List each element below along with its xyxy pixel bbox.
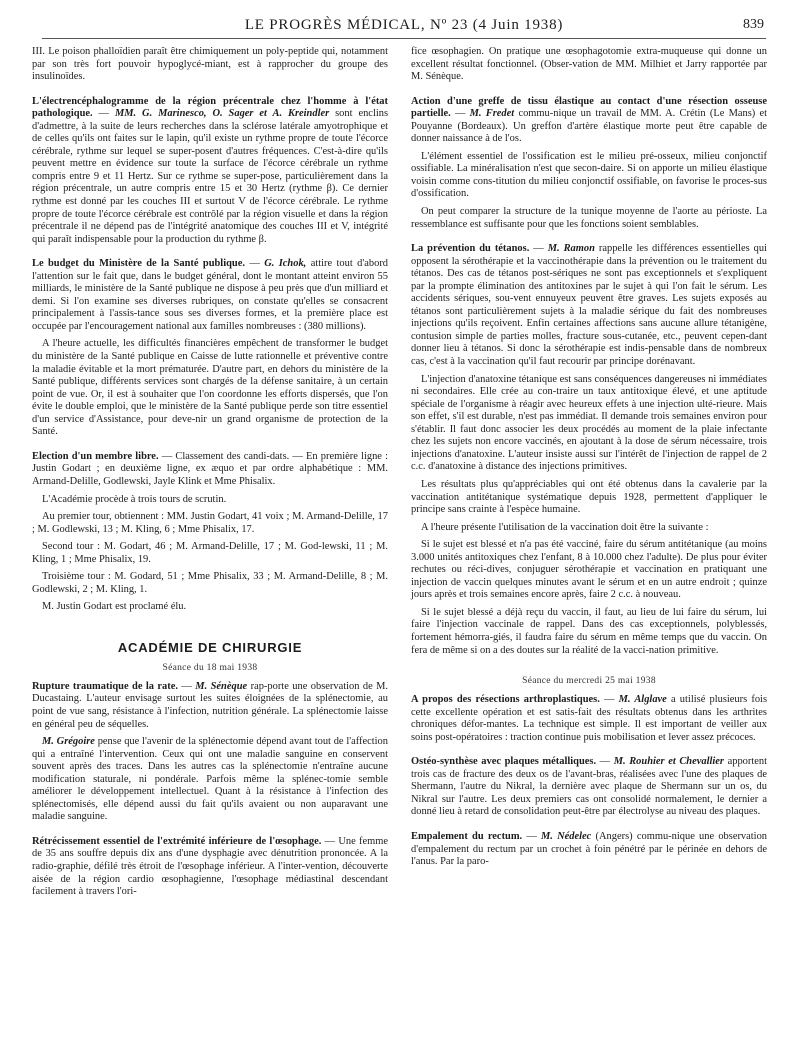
right-column xyxy=(411,46,767,874)
paragraph: Si le sujet est blessé et n'a pas été vacciné, faire du sérum antitétanique (au moins 3.000 unités antitoxiques chez l'enfant, 8 à 10.000 chez l'adulte). De plus pour éviter rechutes ou réci-dives, conjuguer sérothérapie et vaccination en pratiquant une injection de vaccin quelques minutes avant le sérum et en un autre endroit ; quinze jours après et trois semaines encore après, faire 2 c.c. à nouveau. xyxy=(411,539,767,601)
article-heading: Le budget du Ministère de la Santé publique. xyxy=(32,258,245,270)
session-date: Séance du 18 mai 1938 xyxy=(162,662,258,673)
article-heading: Action d'une greffe de tissu élastique au contact d'une résection osseuse partielle. xyxy=(411,95,767,120)
article-retrecissement: Rétrécissement essentiel de l'extrémité inférieure de l'œsophage. — Une femme de 35 ans souffre depuis dix ans d'une dysphagie avec dénutrition prononcée. A la radio-graphie, défilé très étroit de l'œsophage inférieur. A l'inter-vention, découverte aisée de la région cardio œsophagienne, l'œsophage médiastinal descendant facilement à travers l'ori- xyxy=(32,835,388,898)
journal-title: LE PROGRÈS MÉDICAL, Nº 23 (4 Juin 1938) xyxy=(244,17,564,33)
article-rupture: Rupture traumatique de la rate. — M. Sénèque rap-porte une observation de M. Ducastaing. L'auteur envisage surtout les suites éloignées de la splénectomie, au point de vue sang, résistance à l'infection, nutrition générale. La splénectomie laisse en général peu de séquelles. xyxy=(32,680,389,730)
paragraph: fice œsophagien. On pratique une œsophagotomie extra-muqueuse qui donne un excellent résultat fonctionnel. (Obser-vation de MM. Milhiet et Jarry rapportée par M. Sénèque. xyxy=(411,46,767,83)
article-text: a utilisé plusieurs fois cette excellente opération et est satis-fait des résultats obtenus dans les arthrites chroniques défor-mantes. La technique est simple. Il est important de veiller aux soins post-opératoires : traction continue puis mobilisation et lever assez précoces. xyxy=(411,694,768,743)
article-authors: M. Alglave xyxy=(618,694,667,706)
left-column xyxy=(32,46,388,904)
paragraph: L'injection d'anatoxine tétanique est sans conséquences dangereuses ni immédiates ni secondaires. Elle crée au con-traire un taux antitoxique élevé, et une aptitude spéciale de l'organisme à réagir avec heureux effets à une injection ulté-rieure. Mais son effet, s'il est durable, n'est pas immédiat. Il demande trois semaines environ pour s'établir. Il faut donc associer les deux procédés au moment de la plaie infectante chez les sujets non encore vaccinés, en ajoutant à la dose de sérum nécessaire, trois injections d'anatoxine. L'auteur insiste aussi sur l'intérêt de l'injection de rappel de 2 c.c. d'anatoxine à distance des injections primitives. xyxy=(411,373,767,473)
article-heading: Ostéo-synthèse avec plaques métalliques. xyxy=(411,756,597,768)
article-heading: Rétrécissement essentiel de l'extrémité inférieure de l'œsophage. xyxy=(32,835,322,847)
paragraph: Si le sujet blessé a déjà reçu du vaccin, il faut, au lieu de lui faire du sérum, lui faire l'injection vaccinale de rappel. Dans des cas exceptionnels, polyblessés, fortement hémorra-giés, il faudra faire du sérum en même temps que du vaccin. On fera de même si on a des doutes sur la réalité de la vacci-nation primitive. xyxy=(411,606,767,656)
article-text: Classement des candi-dats. — En première ligne : Justin Godart ; en deuxième ligne, ex æquo et par ordre alphabétique : MM. Armand-Delille, Godlewski, Jayle Klink et Mme Phisalix. xyxy=(32,450,388,487)
article-heading: Election d'un membre libre. xyxy=(32,450,159,462)
paragraph: L'élément essentiel de l'ossification est le milieu pré-osseux, milieu conjonctif ossifiable. La minéralisation n'est que secon-daire. Si on apporte un milieu élastique voisin comme cons-titution du milieu conjonctif ossifiable, on favorise le proces-sus d'ossification. xyxy=(411,150,767,200)
article-eeg: L'électrencéphalogramme de la région précentrale chez l'homme à l'état pathologique. — MM. G. Marinesco, O. Sager et A. Kreindler sont enclins d'admettre, à la suite de leurs recherches dans la sclérose latérale amyotrophique et de celles qu'ils ont faites sur le lapin, qu'il existe un rythme propre de toute l'écorce cérébrale, rythme sur lequel se super-posent d'autres fréquences. C'est-à-dire qu'ils peuvent mettre en évidence sur toute la surface de l'écorce cérébrale un rythme compris entre 9 et 11 Hertz. Sur ce rythme se super-pose, particulièrement dans la région précentrale, un autre compris entre 15 et 30 Hertz (rythme β). Ce dernier rythme est donné par les couches III et surtout V de l'écorce cérébrale. Le rythme propre de toute l'écorce cérébrale est contrôlé par la région visuelle et dans la région précentrale il ne dépend pas de l'intégrité anatomique des couches III et V, intégrité qui paraît indispensable pour la production du rythme β. xyxy=(32,95,389,245)
paragraph: L'Académie procède à trois tours de scrutin. xyxy=(42,493,227,505)
paragraph: M. Justin Godart est proclamé élu. xyxy=(42,601,187,613)
article-text: Une femme de 35 ans souffre depuis dix ans d'une dysphagie avec dénutrition prononcée. A la radio-graphie, défilé très étroit de l'œsophage inférieur. A l'inter-vention, découverte aisée de la région cardio œsophagienne, l'œsophage médiastinal descendant facilement à travers l'ori- xyxy=(32,835,388,898)
paragraph: On peut comparer la structure de la tunique moyenne de l'aorte au périoste. La ressemblance est suffisante pour que les fonctions soient semblables. xyxy=(411,206,767,230)
article-text: rap-porte une observation de M. Ducastaing. L'auteur envisage surtout les suites éloignées de la splénectomie, au point de vue sang, résistance à l'infection, nutrition générale. La splénectomie laisse en général peu de séquelles. xyxy=(32,680,389,730)
article-authors: M. Rouhier et Chevallier xyxy=(613,756,724,768)
article-text: attire tout d'abord l'attention sur le fait que, dans le budget général, dont le montant atteint environ 55 milliards, le ministère de la Santé publique ne dispose à peu près que d'un milliard et demi. Si l'on examine ses diverses rubriques, on constate qu'elles se consacrent principalement à l'assis-tance sous ses diverses formes, et la première place est occupée par l'encouragement national aux familles nombreuses : (380 millions). xyxy=(32,258,389,332)
article-empalement: Empalement du rectum. — M. Nédelec (Angers) commu-nique une observation d'empalement du rectum par un crochet à foin pénétré par le périnée en dehors de l'anus. Par la paro- xyxy=(411,830,768,868)
article-heading: A propos des résections arthroplastiques. xyxy=(411,694,600,706)
running-header xyxy=(42,14,766,39)
paragraph: Au premier tour, obtiennent : MM. Justin Godart, 41 voix ; M. Armand-Delille, 17 ; M. Godlewski, 13 ; M. Kling, 6 ; Mme Phisalix, 17. xyxy=(32,511,388,535)
paragraph: Second tour : M. Godart, 46 ; M. Armand-Delille, 17 ; M. God-lewski, 11 ; M. Kling, 1 ; Mme Phisalix, 19. xyxy=(32,541,388,565)
article-heading: Rupture traumatique de la rate. xyxy=(32,680,178,692)
article-authors: G. Ichok, xyxy=(264,258,307,270)
page-number: 839 xyxy=(743,17,764,32)
article-authors: M. Grégoire xyxy=(42,736,95,748)
paragraph: III. Le poison phalloïdien paraît être chimiquement un poly-peptide qui, notamment par son très fort pouvoir hypoglycé-miant, est à rapprocher du groupe des insulinoïdes. xyxy=(32,46,388,83)
article-authors: M. Ramon xyxy=(547,243,595,255)
article-text: pense que l'avenir de la splénectomie dépend avant tout de l'affection qui a entraîné l'intervention. Ceux qui ont une maladie sanguine en conservent souvent après des traces. Dans les autres cas la splénectomie n'entraîne aucune modification staturale, ni pondérale. Parfois même la splénec-tomie semble améliorer le développement intellectuel. Quant à la résistance à l'infection des splénectomisés, elle dépend aussi du fait qu'ils avaient ou non auparavant une maladie sanguine. xyxy=(32,736,388,823)
paragraph: Troisième tour : M. Godard, 51 ; Mme Phisalix, 33 ; M. Armand-Delille, 8 ; M. Godlewski, 2 ; M. Kling, 1. xyxy=(32,571,388,595)
session-date: Séance du mercredi 25 mai 1938 xyxy=(522,676,656,687)
paragraph xyxy=(32,736,388,824)
paragraph: Les résultats plus qu'appréciables qui ont été obtenus dans la cavalerie par la vaccination antitétanique systématique depuis 1928, permettent d'appliquer le principe sans crainte à l'espèce humaine. xyxy=(411,478,767,516)
article-authors: M. Fredet xyxy=(469,108,515,120)
article-text: (Angers) commu-nique une observation d'empalement du rectum par un crochet à foin pénétré par le périnée en dehors de l'anus. Par la paro- xyxy=(411,830,768,868)
article-text: apportent trois cas de fracture des deux os de l'avant-bras, réalisées avec l'une des plaques de Shermann, l'autre du Nikral, la dernière avec plaque de Shermann sur un os, du Nikral sur l'autre. Les deux premiers cas ont consolidé normalement, le dernier a donné lieu à retard de consolidation peut-être par électrolyse au niveau des plaques. xyxy=(411,756,768,818)
article-osteo: Ostéo-synthèse avec plaques métalliques. — M. Rouhier et Chevallier apportent trois cas de fracture des deux os de l'avant-bras, réalisées avec l'une des plaques de Shermann, l'autre du Nikral, la dernière avec plaque de Shermann sur un os, du Nikral sur l'autre. Les deux premiers cas ont consolidé normalement, le dernier a donné lieu à retard de consolidation peut-être par électrolyse au niveau des plaques. xyxy=(411,756,768,818)
article-greffe: Action d'une greffe de tissu élastique au contact d'une résection osseuse partielle. — M. Fredet commu-nique un travail de MM. A. Crétin (Le Mans) et Pouyanne (Bordeaux). Un greffon d'artère élastique morte peut être capable de donner naissance à de l'os. xyxy=(411,95,768,145)
article-text: commu-nique un travail de MM. A. Crétin (Le Mans) et Pouyanne (Bordeaux). Un greffon d'artère élastique morte peut être capable de donner naissance à de l'os. xyxy=(411,108,768,145)
article-authors: M. Sénèque xyxy=(195,680,248,692)
article-heading: Empalement du rectum. xyxy=(411,830,523,842)
article-resections: A propos des résections arthroplastiques. — M. Alglave a utilisé plusieurs fois cette excellente opération et est satis-fait des résultats obtenus dans les arthrites chroniques défor-mantes. La technique est simple. Il est important de veiller aux soins post-opératoires : traction continue puis mobilisation et lever assez précoces. xyxy=(411,694,768,743)
article-authors: MM. G. Marinesco, O. Sager et A. Kreindler xyxy=(114,108,330,120)
article-heading: L'électrencéphalogramme de la région précentrale chez l'homme à l'état pathologique. xyxy=(32,95,388,120)
article-election: Election d'un membre libre. — Classement des candi-dats. — En première ligne : Justin Godart ; en deuxième ligne, ex æquo et par ordre alphabétique : MM. Armand-Delille, Godlewski, Jayle Klink et Mme Phisalix. xyxy=(32,450,388,487)
article-tetanos: La prévention du tétanos. — M. Ramon rappelle les différences essentielles qui opposent la sérothérapie et la vaccinothérapie dans la prévention ou le traitement du tétanos. Des cas de tétanos post-sériques ne sont pas exceptionnels et s'expliquent par la prompte élimination des antitoxines par le sujet à qui l'on fait le sérum. Les accidents sériques, sou-vent ennuyeux peuvent être graves. Les sujets exposés au tétanos sont particulièrement sujets à la maladie sérique du fait des nombreuses injections qu'ils reçoivent. Enfin certaines affections sans aucune allure tétanigène, contusion simple de parties molles, fracture sous-cutanée, etc., peuvent cepen-dant donner lieu à tétanos. Si donc la sérothérapie est indis-pensable dans de nombreux cas, c'est à la vaccination qu'il faut recourir par principe dorénavant. xyxy=(411,243,768,368)
article-text: rappelle les différences essentielles qui opposent la sérothérapie et la vaccinothérapie dans la prévention ou le traitement du tétanos. Des cas de tétanos post-sériques ne sont pas exceptionnels et s'expliquent par la prompte élimination des antitoxines par le sujet à qui l'on fait le sérum. Les accidents sériques, sou-vent ennuyeux peuvent être graves. Les sujets exposés au tétanos sont particulièrement sujets à la maladie sérique du fait des nombreuses injections qu'ils reçoivent. Enfin certaines affections sans aucune allure tétanigène, contusion simple de parties molles, fracture sous-cutanée, etc., peuvent cepen-dant donner lieu à tétanos. Si donc la sérothérapie est indis-pensable dans de nombreux cas, c'est à la vaccination qu'il faut recourir par principe dorénavant. xyxy=(411,243,768,368)
section-title: ACADÉMIE DE CHIRURGIE xyxy=(117,639,303,655)
paragraph: A l'heure actuelle, les difficultés financières empêchent de transformer le budget du ministère de la Santé publique en Caisse de lutte rationnelle et préventive contre la maladie évitable et la mort prématurée. D'autre part, en dehors du ministère de la Santé publique, différents services sont chargés de la défense sanitaire, à un certain point de vue. Or, il est à souhaiter que l'on coordonne les efforts dispersés, que l'on évite le double emploi, que le ministère de la Santé publique perde son titre essentiel d'un service d'Assistance, pour deve-nir un grand organisme de protection de la Santé. xyxy=(32,338,388,438)
article-text: sont enclins d'admettre, à la suite de leurs recherches dans la sclérose latérale amyotrophique et de celles qu'ils ont faites sur le lapin, qu'il existe un rythme propre de toute l'écorce cérébrale, rythme sur lequel se super-posent d'autres fréquences. C'est-à-dire qu'ils peuvent mettre en évidence sur toute la surface de l'écorce cérébrale un rythme compris entre 9 et 11 Hertz. Sur ce rythme se super-pose, particulièrement dans la région précentrale, un autre compris entre 15 et 30 Hertz (rythme β). Ce dernier rythme est donné par les couches III et surtout V de l'écorce cérébrale. Le rythme propre de toute l'écorce cérébrale est contrôlé par la région visuelle et dans la région précentrale il ne dépend pas de l'intégrité anatomique des couches III et V, intégrité qui paraît indispensable pour la production du rythme β. xyxy=(32,108,389,245)
paragraph: A l'heure présente l'utilisation de la vaccination doit être la suivante : xyxy=(421,521,709,533)
article-heading: La prévention du tétanos. xyxy=(411,243,530,255)
article-budget: Le budget du Ministère de la Santé publique. — G. Ichok, attire tout d'abord l'attention sur le fait que, dans le budget général, dont le montant atteint environ 55 milliards, le ministère de la Santé publique ne dispose à peu près que d'un milliard et demi. Si l'on examine ses diverses rubriques, on constate qu'elles se consacrent principalement à l'assis-tance sous ses diverses formes, et la première place est occupée par l'encouragement national aux familles nombreuses : (380 millions). xyxy=(32,258,389,332)
article-authors: M. Nédelec xyxy=(541,830,592,842)
